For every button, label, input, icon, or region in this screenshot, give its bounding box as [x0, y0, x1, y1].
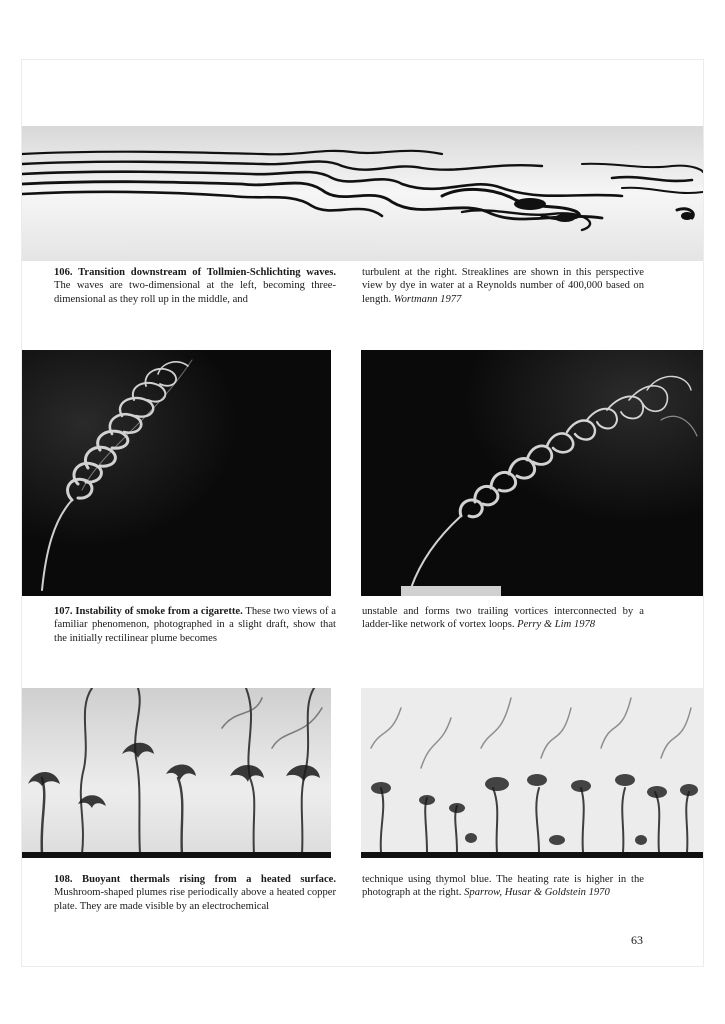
- figure-108-caption-right: [362, 873, 644, 900]
- figure-106-credit: Wortmann 1977: [393, 293, 462, 305]
- figure-107-caption-right: [362, 605, 644, 632]
- book-page: [22, 60, 703, 966]
- figure-106-caption-left: [54, 266, 336, 306]
- figure-107-caption-right-body: unstable and forms two trailing vortices interconnected by a ladder-like network of vortex loops.: [362, 606, 644, 631]
- figure-107-caption-body: These two views of a familiar phenomenon, photographed in a slight draft, show that the initially rectilinear plume becomes: [54, 606, 336, 644]
- figure-108-caption-title: 108. Buoyant thermals rising from a heated surface.: [54, 874, 336, 885]
- figure-107-photo-left: [22, 350, 331, 596]
- figure-108-caption-right-body: technique using thymol blue. The heating rate is higher in the photograph at the right.: [362, 874, 644, 899]
- figure-108-caption-body: Mushroom-shaped plumes rise periodically above a heated copper plate. They are made visible by an electrochemical: [54, 887, 336, 912]
- figure-108-photo-left: [22, 688, 331, 858]
- figure-107-photo-right: [361, 350, 703, 596]
- figure-106-caption-body: The waves are two-dimensional at the left, becoming three-dimensional as they roll up in the middle, and: [54, 280, 336, 305]
- figure-107-credit: Perry & Lim 1978: [517, 619, 596, 631]
- figure-107-caption-title: 107. Instability of smoke from a cigarette.: [54, 606, 243, 617]
- figure-106-caption-right-body: turbulent at the right. Streaklines are shown in this perspective view by dye in water at a Reynolds number of 400,000 based on length.: [362, 267, 644, 305]
- figure-108-credit: Sparrow, Husar & Goldstein 1970: [464, 887, 610, 899]
- figure-106-caption-title: 106. Transition downstream of Tollmien-Schlichting waves.: [54, 267, 336, 278]
- page-number: 63: [631, 933, 643, 947]
- figure-106-photo: [22, 126, 703, 261]
- figure-107-caption-left: [54, 605, 336, 645]
- figure-108-caption-left: [54, 873, 336, 913]
- figure-108-photo-right: [361, 688, 703, 858]
- figure-106-caption-right: [362, 266, 644, 306]
